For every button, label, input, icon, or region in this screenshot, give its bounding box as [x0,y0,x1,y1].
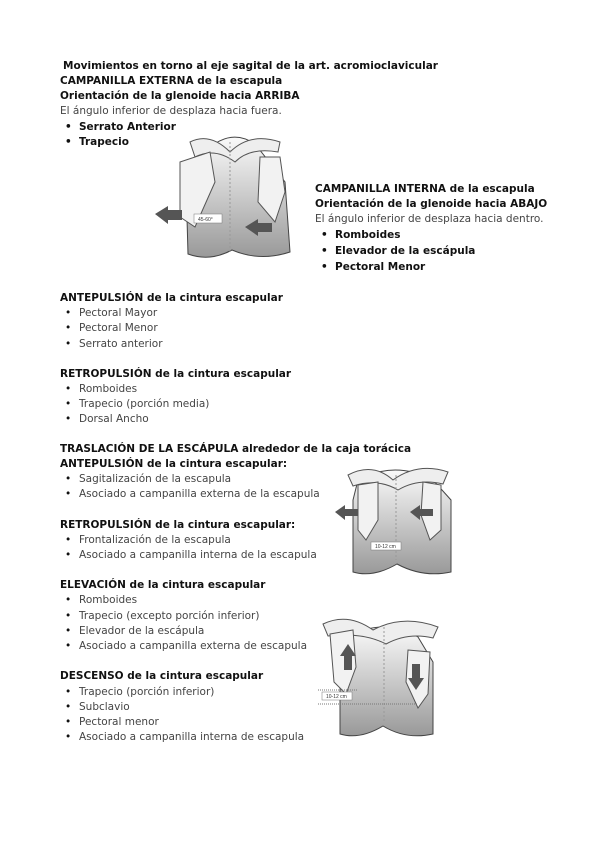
interna-description: El ángulo inferior de desplaza hacia dentro. [315,213,544,225]
list-item: • Elevador de la escápula [79,624,204,638]
list-item: • Asociado a campanilla interna de escapula [79,730,304,744]
elevacion-descenso-figure [318,612,453,742]
list-item: • Serrato Anterior [79,120,176,134]
list-item: • Romboides [335,228,400,242]
list-item: • Trapecio (porción media) [79,397,209,411]
list-item: • Asociado a campanilla externa de la escapula [79,487,320,501]
traslacion-antepulsion-heading: ANTEPULSIÓN de la cintura escapular: [60,458,288,470]
elevacion-heading: ELEVACIÓN de la cintura escapular [60,579,266,591]
list-item: • Romboides [79,382,137,396]
list-item: • Frontalización de la escapula [79,533,231,547]
externa-heading: CAMPANILLA EXTERNA de la escapula [60,75,283,87]
angle-label: 45-60° [198,217,213,223]
list-item: • Pectoral menor [79,715,159,729]
list-item: • Trapecio (porción inferior) [79,685,214,699]
externa-description: El ángulo inferior de desplaza hacia fuera. [60,105,282,117]
descenso-heading: DESCENSO de la cintura escapular [60,670,264,682]
list-item: • Subclavio [79,700,130,714]
list-item: • Elevador de la escápula [335,244,475,258]
distance-label: 10-12 cm [326,694,347,700]
list-item: • Pectoral Menor [335,260,425,274]
list-item: • Pectoral Menor [79,321,158,335]
list-item: • Trapecio (excepto porción inferior) [79,609,259,623]
list-item: • Trapecio [79,135,129,149]
interna-orientation: Orientación de la glenoide hacia ABAJO [315,198,548,210]
traslacion-figure [333,460,463,578]
list-item: • Sagitalización de la escapula [79,472,231,486]
retropulsion-heading: RETROPULSIÓN de la cintura escapular [60,368,292,380]
traslacion-heading: TRASLACIÓN DE LA ESCÁPULA alrededor de la caja torácica [60,443,412,455]
traslacion-retropulsion-heading: RETROPULSIÓN de la cintura escapular: [60,519,296,531]
list-item: • Romboides [79,593,137,607]
campanilla-figure [150,122,310,268]
list-item: • Asociado a campanilla interna de la escapula [79,548,317,562]
distance-label: 10-12 cm [375,544,396,550]
interna-heading: CAMPANILLA INTERNA de la escapula [315,183,535,195]
antepulsion-heading: ANTEPULSIÓN de la cintura escapular [60,292,283,304]
list-item: • Asociado a campanilla externa de escapula [79,639,307,653]
page-title: Movimientos en torno al eje sagital de la art. acromioclavicular [63,60,438,72]
list-item: • Dorsal Ancho [79,412,149,426]
externa-orientation: Orientación de la glenoide hacia ARRIBA [60,90,300,102]
list-item: • Pectoral Mayor [79,306,157,320]
list-item: • Serrato anterior [79,337,163,351]
